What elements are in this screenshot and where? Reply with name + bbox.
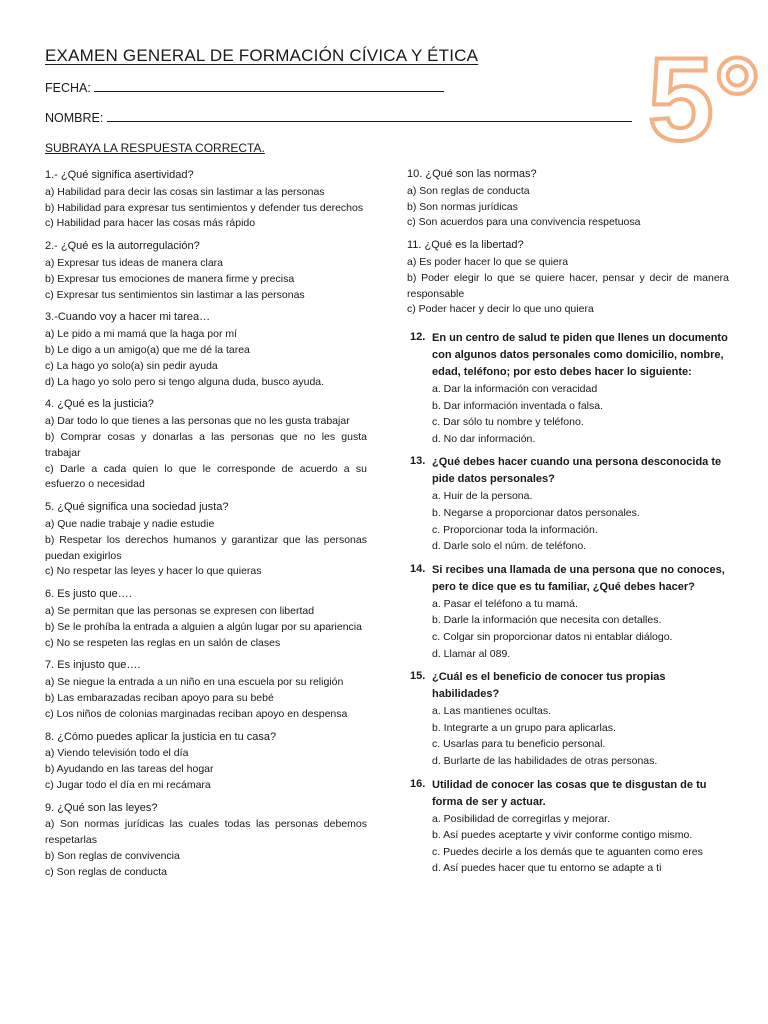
answer-option[interactable]: a. Pasar el teléfono a tu mamá. — [432, 597, 578, 610]
date-label: FECHA: — [45, 81, 91, 95]
question-block — [410, 454, 728, 554]
answer-option[interactable]: c. Dar sólo tu nombre y teléfono. — [432, 416, 584, 429]
name-field — [45, 110, 632, 125]
question-block — [45, 587, 367, 651]
answer-option[interactable]: a) Se niegue la entrada a un niño en una escuela por su religión — [45, 676, 344, 689]
answer-option[interactable]: b. Integrarte a un grupo para aplicarlas. — [432, 721, 616, 734]
question-text: 10. ¿Qué son las normas? — [407, 168, 537, 180]
answer-option[interactable]: a) Dar todo lo que tienes a las personas que no les gusta trabajar — [45, 415, 350, 428]
answer-option[interactable]: a) Le pido a mi mamá que la haga por mí — [45, 328, 238, 341]
left-question-column — [45, 168, 367, 888]
question-block — [45, 397, 367, 493]
answer-option[interactable]: d. Darle solo el núm. de teléfono. — [432, 540, 587, 553]
grade-badge — [648, 38, 766, 156]
question-text: 7. Es injusto que…. — [45, 659, 141, 672]
question-block — [45, 730, 367, 794]
answer-option[interactable]: b. Así puedes aceptarte y vivir conforme contigo mismo. — [432, 829, 693, 842]
question-number: 12. — [410, 331, 426, 343]
answer-option[interactable]: c) Los niños de colonias marginadas reciban apoyo en despensa — [45, 707, 348, 720]
question-text: 2.- ¿Qué es la autorregulación? — [45, 240, 200, 253]
question-text: En un centro de salud te piden que llenes un documento con algunos datos personales como domicilio, nombre, edad, teléfono; por esto debes hacer lo siguiente: — [432, 332, 728, 378]
answer-option[interactable]: c) Habilidad para hacer las cosas más rápido — [45, 217, 256, 230]
answer-option[interactable]: a. Dar la información con veracidad — [432, 383, 598, 395]
answer-option[interactable]: d) La hago yo solo pero si tengo alguna duda, busco ayuda. — [45, 375, 325, 388]
name-label: NOMBRE: — [45, 111, 104, 125]
answer-option[interactable]: a) Son normas jurídicas las cuales todas las personas debemos respetarlas — [45, 818, 367, 847]
question-block — [45, 168, 367, 232]
answer-option[interactable]: c. Puedes decirle a los demás que te aguanten como eres — [432, 845, 703, 858]
answer-option[interactable]: a. Huir de la persona. — [432, 490, 533, 503]
answer-option[interactable]: d. Burlarte de las habilidades de otras personas. — [432, 754, 658, 767]
answer-option[interactable]: b) Expresar tus emociones de manera firme y precisa — [45, 272, 295, 285]
question-block — [410, 330, 728, 447]
answer-option[interactable]: a) Viendo televisión todo el día — [45, 747, 189, 760]
question-text: Si recibes una llamada de una persona que no conoces, pero te dice que es tu familiar, ¿Qué debes hacer? — [432, 563, 725, 593]
question-text: Utilidad de conocer las cosas que te disgustan de tu forma de ser y actuar. — [432, 778, 707, 808]
answer-option[interactable]: b) Son normas jurídicas — [407, 200, 518, 213]
instruction-text: SUBRAYA LA RESPUESTA CORRECTA. — [45, 141, 265, 155]
answer-option[interactable]: a) Son reglas de conducta — [407, 184, 530, 197]
question-block — [410, 669, 728, 769]
answer-option[interactable]: b) Le digo a un amigo(a) que me dé la tarea — [45, 343, 250, 356]
answer-option[interactable]: a) Se permitan que las personas se expresen con libertad — [45, 604, 315, 617]
answer-option[interactable]: b. Dar información inventada o falsa. — [432, 399, 604, 412]
question-text: 5. ¿Qué significa una sociedad justa? — [45, 501, 229, 514]
question-block — [45, 310, 367, 390]
answer-option[interactable]: b) Comprar cosas y donarlas a las personas que no les gusta trabajar — [45, 430, 367, 459]
answer-option[interactable]: d. No dar información. — [432, 432, 536, 445]
answer-option[interactable]: c. Proporcionar toda la información. — [432, 523, 598, 536]
question-block — [45, 658, 367, 722]
question-number: 15. — [410, 670, 426, 683]
exam-title: EXAMEN GENERAL DE FORMACIÓN CÍVICA Y ÉTICA — [45, 46, 479, 65]
answer-option[interactable]: c) Poder hacer y decir lo que uno quiera — [407, 303, 594, 316]
question-text: ¿Qué debes hacer cuando una persona desconocida te pide datos personales? — [432, 456, 722, 486]
question-number: 14. — [410, 562, 426, 575]
answer-option[interactable]: b) Se le prohíba la entrada a alguien a algún lugar por su apariencia — [45, 620, 362, 633]
question-number: 13. — [410, 455, 426, 468]
answer-option[interactable]: c) Son acuerdos para una convivencia respetuosa — [407, 216, 641, 229]
answer-option[interactable]: a) Expresar tus ideas de manera clara — [45, 256, 224, 269]
right-question-column-numbered — [410, 330, 728, 884]
answer-option[interactable]: d. Llamar al 089. — [432, 647, 511, 660]
question-block — [410, 777, 728, 877]
question-text: 4. ¿Qué es la justicia? — [45, 398, 154, 411]
answer-option[interactable]: c) No se respeten las reglas en un salón de clases — [45, 636, 281, 649]
answer-option[interactable]: b) Habilidad para expresar tus sentimientos y defender tus derechos — [45, 201, 364, 214]
date-blank[interactable] — [94, 80, 444, 92]
answer-option[interactable]: c) Son reglas de conducta — [45, 865, 167, 878]
question-text: 8. ¿Cómo puedes aplicar la justicia en tu casa? — [45, 730, 277, 743]
answer-option[interactable]: a) Es poder hacer lo que se quiera — [407, 255, 569, 268]
answer-option[interactable]: c. Colgar sin proporcionar datos ni entablar diálogo. — [432, 630, 673, 643]
answer-option[interactable]: a) Que nadie trabaje y nadie estudie — [45, 517, 215, 530]
answer-option[interactable]: a. Las mantienes ocultas. — [432, 705, 552, 718]
answer-option[interactable]: c. Usarlas para tu beneficio personal. — [432, 738, 606, 751]
question-block — [407, 167, 729, 231]
question-text: 11. ¿Qué es la libertad? — [407, 239, 524, 252]
answer-option[interactable]: b) Son reglas de convivencia — [45, 850, 180, 863]
answer-option[interactable]: c) Expresar tus sentimientos sin lastimar a las personas — [45, 288, 305, 301]
date-field — [45, 80, 444, 95]
question-block — [410, 562, 728, 662]
answer-option[interactable]: b) Respetar los derechos humanos y garantizar que las personas puedan exigirlos — [45, 533, 367, 562]
answer-option[interactable]: a) Habilidad para decir las cosas sin lastimar a las personas — [45, 185, 325, 198]
answer-option[interactable]: b. Negarse a proporcionar datos personales. — [432, 506, 640, 519]
answer-option[interactable]: b) Poder elegir lo que se quiere hacer, pensar y decir de manera responsable — [407, 271, 729, 300]
question-block — [45, 801, 367, 881]
question-block — [45, 500, 367, 580]
question-text: ¿Cuál es el beneficio de conocer tus propias habilidades? — [432, 671, 666, 701]
question-text: 6. Es justo que…. — [45, 588, 132, 601]
answer-option[interactable]: c) Darle a cada quien lo que le corresponde de acuerdo a su esfuerzo o necesidad — [45, 462, 367, 491]
answer-option[interactable]: b) Ayudando en las tareas del hogar — [45, 763, 214, 776]
question-block — [407, 238, 729, 318]
question-block — [45, 239, 367, 303]
question-text: 9. ¿Qué son las leyes? — [45, 801, 158, 814]
answer-option[interactable]: b) Las embarazadas reciban apoyo para su bebé — [45, 691, 274, 704]
grade-text: 5° — [648, 38, 761, 156]
answer-option[interactable]: d. Así puedes hacer que tu entorno se adapte a ti — [432, 862, 662, 875]
question-text: 3.-Cuando voy a hacer mi tarea… — [45, 311, 211, 324]
answer-option[interactable]: c) La hago yo solo(a) sin pedir ayuda — [45, 359, 218, 372]
answer-option[interactable]: c) Jugar todo el día en mi recámara — [45, 778, 211, 791]
question-text: 1.- ¿Qué significa asertividad? — [45, 169, 194, 181]
answer-option[interactable]: c) No respetar las leyes y hacer lo que quieras — [45, 565, 262, 578]
right-question-column-top — [407, 167, 729, 325]
name-blank[interactable] — [107, 110, 632, 122]
question-number: 16. — [410, 777, 426, 790]
answer-option[interactable]: b. Darle la información que necesita con detalles. — [432, 614, 662, 627]
answer-option[interactable]: a. Posibilidad de corregirlas y mejorar. — [432, 812, 610, 825]
